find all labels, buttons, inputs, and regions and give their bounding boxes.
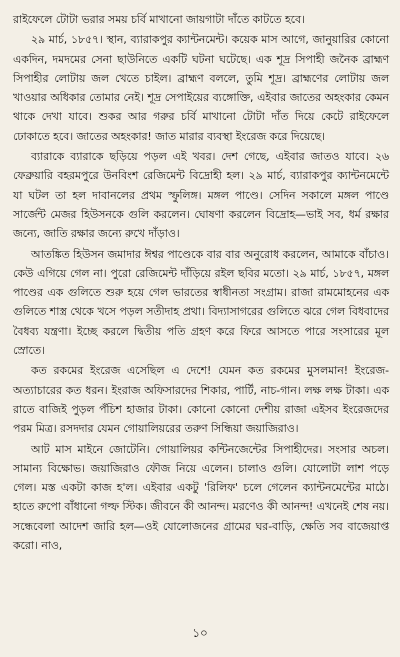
paragraph-4: আতঙ্কিত হিউসন জমাদার ঈশ্বর পাণ্ডেকে বার বার অনুরোধ করলেন, আমাকে বাঁচাও। কেউ এগিয়ে গেল না। পুরো রেজিমেন্ট দাঁড়িয়ে রইল ছবির মতো। ২৯ মার্চ, ১৮৫৭, মঙ্গল পাণ্ডের এক গুলিতে শুরু হয়ে গেল ভারতের স্বাধীনতা সংগ্রাম। রাজা রামমোহনের এক গুলিতে শাস্ত্র থেকে খসে পড়ল সতীদাহ প্রথা। বিদ্যাসাগরের গুলিতে ঝরে গেল বিধবাদের বৈধব্য যন্ত্রণা। ইচ্ছে করলে দ্বিতীয় পতি গ্রহণ করে ফিরে আসতে পারে সংসারের মূল স্রোতে। bbox=[13, 247, 389, 358]
paragraph-2: ২৯ মার্চ, ১৮৫৭। স্থান, ব্যারাকপুর ক্যান্টনমেন্ট। কয়েক মাস আগে, জানুয়ারির কোনো একদিন, দমদমের সেনা ছাউনিতে একটি ঘটনা ঘটেছে। এক শূদ্র সিপাহী জনৈক ব্রাহ্মণ সিপাহীর লোটায় জল খেতে চাইল। ব্রাহ্মণ বললে, তুমি শূদ্র। ব্রাহ্মণের লোটায় জল খাওয়ার অধিকার তোমার নেই। শূদ্র সেপাইয়ের ব্যঙ্গোক্তি, এইবার জাতের অহংকার কেমন থাকে দেখা যাবে। শুকর আর গরুর চর্বি মাখানো টোটা দাঁত দিয়ে কেটে রাইফেলে ঢোকাতে হবে। জাতের অহংকার! জাত মারার ব্যবস্থা ইংরেজ করে দিয়েছে। bbox=[13, 33, 389, 143]
paragraph-5: কত রকমের ইংরেজ এসেছিল এ দেশে! যেমন কত রকমের মুসলমান! ইংরেজ-অত্যাচারের কত ধরন। ইংরাজ অফিসারদের শিকার, পার্টি, নাচ-গান। লক্ষ লক্ষ টাকা। এক রাতে বাজিই পুড়ল পঁচিশ হাজার টাকা। কোনো কোনো দেশীয় রাজা এইসব ইংরেজদের পরম মিত্র। রসদদার যেমন গোয়ালিয়রের তরুণ সিন্ধিয়া জয়াজিরাও। bbox=[13, 364, 389, 436]
paragraph-3: ব্যারাকে ব্যারাকে ছড়িয়ে পড়ল এই খবর। দেশ গেছে, এইবার জাতও যাবে। ২৬ ফেব্রুয়ারি বহরমপুরে উনবিংশ রেজিমেন্ট বিদ্রোহী হল। ২৯ মার্চ, ব্যারাকপুর ক্যান্টনমেন্টে যা ঘটল তা হল দাবানলের প্রথম স্ফুলিঙ্গ। মঙ্গল পাণ্ডে। সেদিন সকালে মঙ্গল পাণ্ডে সার্জেন্ট মেজর হিউসনকে গুলি করলেন। ঘোষণা করলেন বিদ্রোহ—ভাই সব, ধর্ম রক্ষার জন্যে, জাতি রক্ষার জন্যে রুখে দাঁড়াও। bbox=[13, 150, 389, 241]
paragraph-6: আট মাস মাইনে জোটেনি। গোয়ালিয়র কন্টিনজেন্টের সিপাহীদের। সংসার অচল। সামান্য বিক্ষোভ। জয়াজিরাও ফৌজ নিয়ে এলেন। চালাও গুলি। যোলোটা লাশ পড়ে গেল। মস্ত একটা কাজ হ'ল। এইবার একটু 'রিলিফ' চলে গেলেন ক্যান্টনমেন্টের মাঠে। হাতে রুপো বাঁধানো গল্ফ স্টিক। জীবনে কী আনন্দ। মরণেও কী আনন্দ! এখনেই শেষ নয়। সন্ধেবেলা আদেশ জারি হল—ওই যোলোজনের গ্রামের ঘর-বাড়ি, ক্ষেতি সব বাজেয়াপ্ত করো। নাও, bbox=[13, 442, 389, 553]
paragraph-1: রাইফেলে টোটা ভরার সময় চর্বি মাখানো জায়গাটা দাঁতে কাটতে হবে। bbox=[13, 13, 305, 26]
page-number: ১০ bbox=[192, 626, 208, 640]
